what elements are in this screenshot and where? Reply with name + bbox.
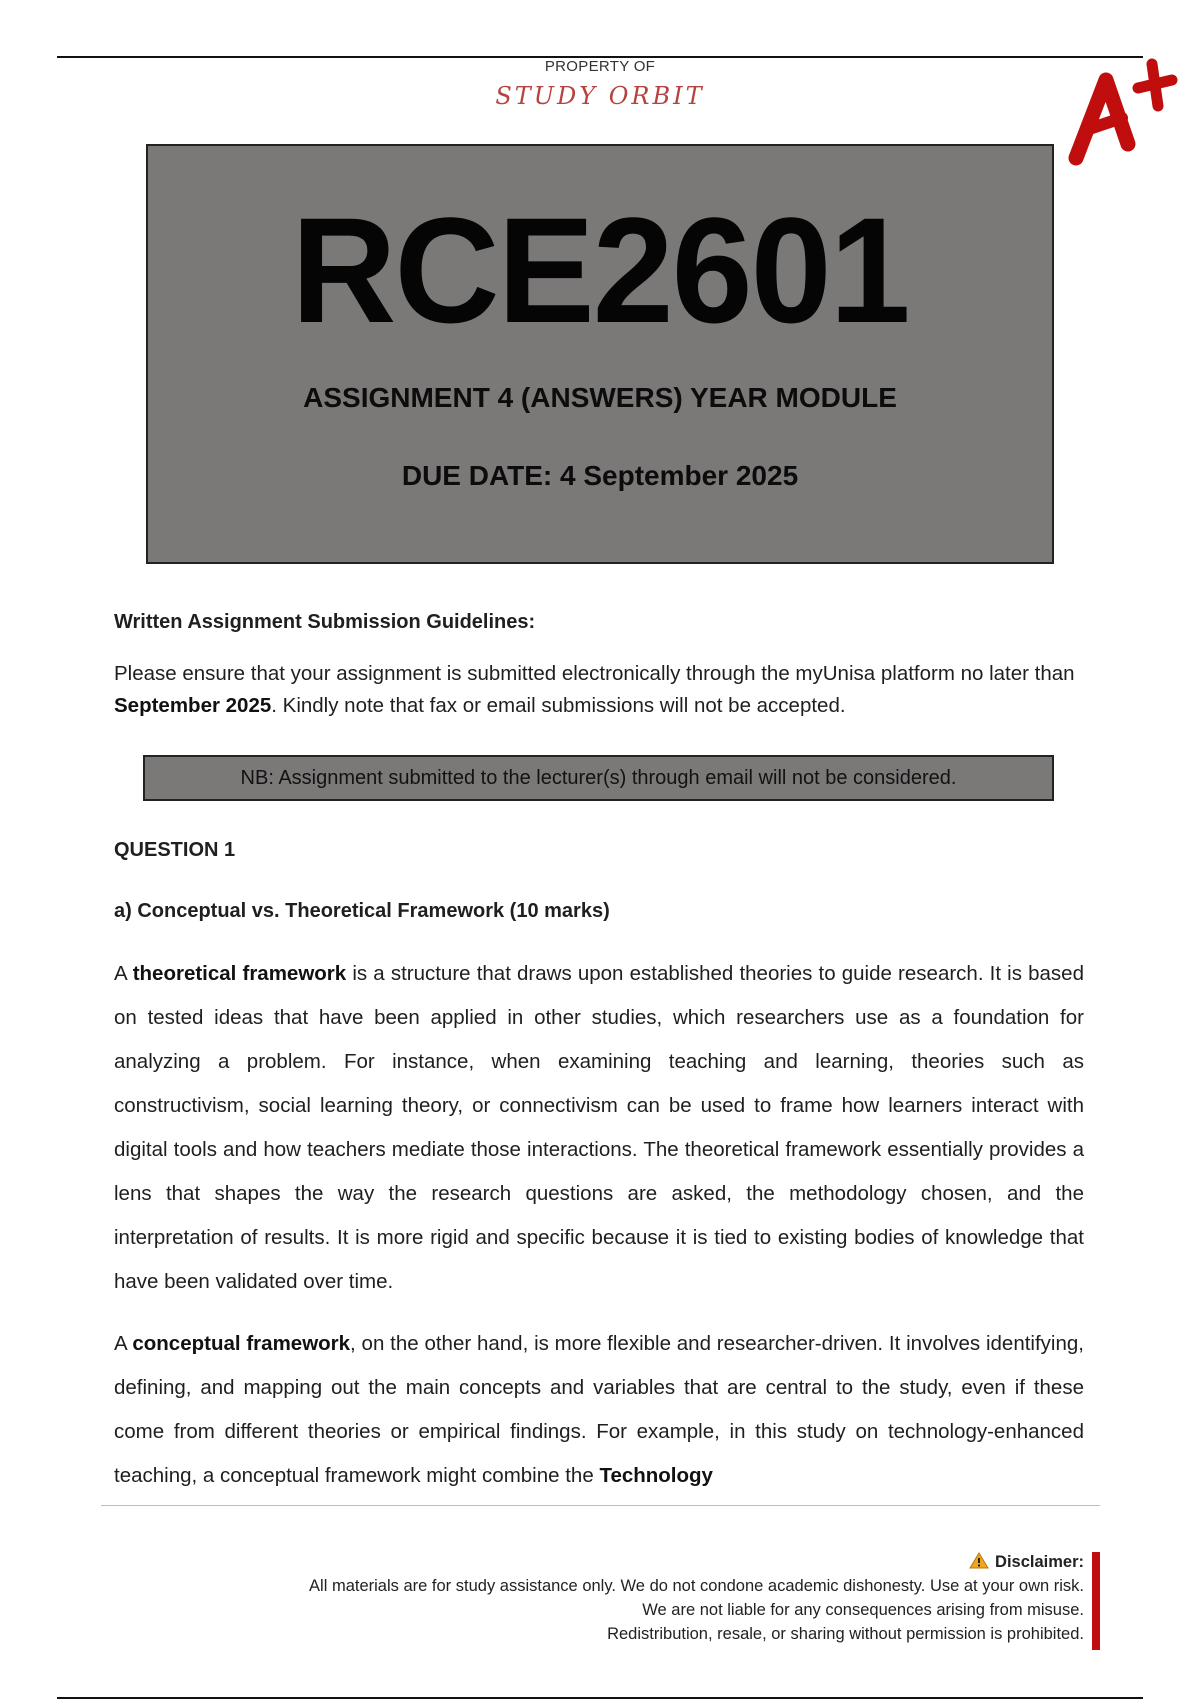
nb-notice: NB: Assignment submitted to the lecturer(s) through email will not be considered. <box>143 755 1054 801</box>
module-code: RCE2601 <box>291 186 909 354</box>
disclaimer-accent-bar <box>1092 1552 1100 1650</box>
term-technology: Technology <box>599 1464 713 1487</box>
disclaimer-line-3: Redistribution, resale, or sharing without permission is prohibited. <box>607 1625 1084 1643</box>
assignment-subtitle: ASSIGNMENT 4 (ANSWERS) YEAR MODULE <box>303 382 897 413</box>
term-theoretical-framework: theoretical framework <box>132 962 347 985</box>
guidelines-heading: Written Assignment Submission Guidelines: <box>114 611 536 633</box>
guidelines-text: Please ensure that your assignment is submitted electronically through the myUnisa platform no later than September 2025. Kindly note that fax or email submissions will not be accepted. <box>114 662 1075 717</box>
question-heading: QUESTION 1 <box>114 839 236 861</box>
disclaimer-line-1: All materials are for study assistance only. We do not condone academic dishonesty. Use at your own risk. <box>309 1577 1084 1595</box>
warning-icon <box>969 1552 989 1569</box>
disclaimer-line-2: We are not liable for any consequences arising from misuse. <box>642 1601 1084 1619</box>
paragraph-theoretical-framework: A theoretical framework is a structure that draws upon established theories to guide research. It is based on tested ideas that have been applied in other studies, which researchers use as a foundation for analyzing a problem. For instance, when examining teaching and learning, theories such as constructivism, social learning theory, or connectivism can be used to frame how learners interact with digital tools and how teachers mediate those interactions. The theoretical framework essentially provides a lens that shapes the way the research questions are asked, the methodology chosen, and the interpretation of results. It is more rigid and specific because it is tied to existing bodies of knowledge that have been validated over time. <box>114 962 1084 1293</box>
disclaimer-title: Disclaimer: <box>995 1553 1084 1571</box>
brand-name: STUDY ORBIT <box>495 82 705 110</box>
guidelines-deadline: September 2025 <box>114 694 272 717</box>
question-part-a-heading: a) Conceptual vs. Theoretical Framework (10 marks) <box>114 900 610 922</box>
term-conceptual-framework: conceptual framework <box>132 1332 351 1355</box>
bottom-rule <box>57 1697 1143 1699</box>
due-date: DUE DATE: 4 September 2025 <box>401 460 799 491</box>
paragraph-conceptual-framework: A conceptual framework, on the other hand, is more flexible and researcher-driven. It involves identifying, defining, and mapping out the main concepts and variables that are central to the study, even if these come from different theories or empirical findings. For example, in this study on technology-enhanced teaching, a conceptual framework might combine the Technology <box>114 1332 1084 1487</box>
grade-mark-a-plus <box>1062 58 1192 168</box>
disclaimer <box>160 1550 1084 1646</box>
footer-rule <box>101 1505 1100 1506</box>
property-label: PROPERTY OF <box>544 58 656 75</box>
